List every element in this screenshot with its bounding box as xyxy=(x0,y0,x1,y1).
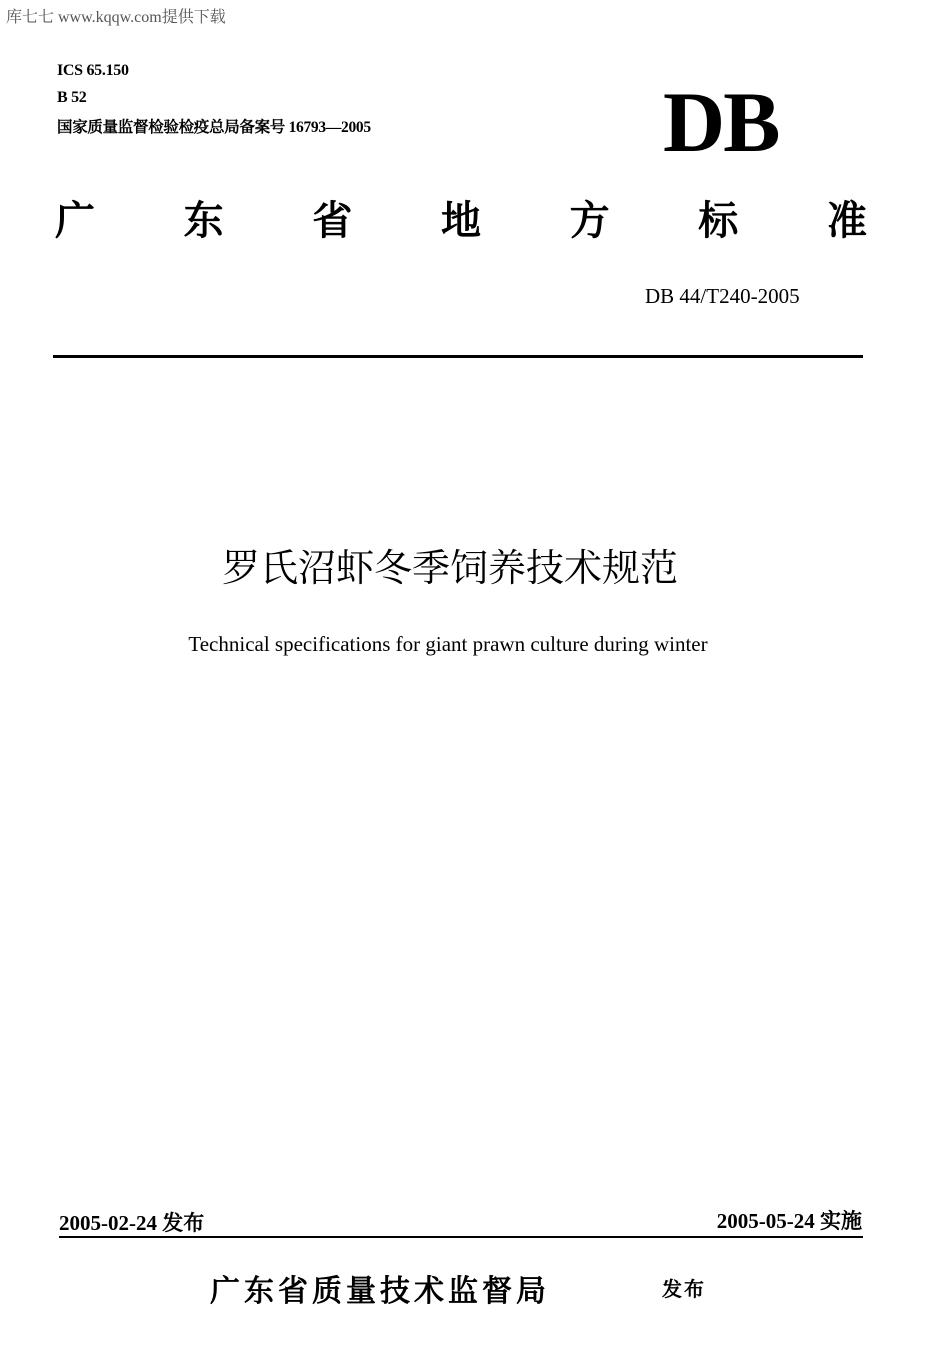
standard-type-char: 地 xyxy=(440,198,481,244)
document-title-english: Technical specifications for giant prawn culture during winter xyxy=(188,632,708,656)
standard-type-char: 方 xyxy=(569,198,610,244)
implementation-date: 2005-05-24 实施 xyxy=(716,1209,862,1233)
ics-code: ICS 65.150 xyxy=(57,62,129,79)
issue-date: 2005-02-24 发布 xyxy=(59,1211,205,1235)
category-code: B 52 xyxy=(57,89,87,106)
publisher-suffix: 发布 xyxy=(662,1277,706,1301)
publisher-name: 广东省质量技术监督局 xyxy=(210,1274,550,1309)
standard-type-char: 东 xyxy=(183,198,224,244)
registration-number: 国家质量监督检验检疫总局备案号 16793—2005 xyxy=(57,119,371,136)
standard-type-heading xyxy=(55,193,867,249)
standard-type-char: 准 xyxy=(826,198,867,244)
standard-type-char: 省 xyxy=(312,198,353,244)
standard-type-char: 标 xyxy=(698,198,739,244)
header-divider xyxy=(53,355,863,358)
watermark-text: 库七七 www.kqqw.com提供下载 xyxy=(6,9,226,26)
db-logo-mark: DB xyxy=(663,74,779,170)
footer-divider xyxy=(59,1236,863,1238)
standard-type-char: 广 xyxy=(55,198,95,244)
document-title-chinese: 罗氏沼虾冬季饲养技术规范 xyxy=(221,546,678,590)
standard-number: DB 44/T240-2005 xyxy=(645,284,800,308)
